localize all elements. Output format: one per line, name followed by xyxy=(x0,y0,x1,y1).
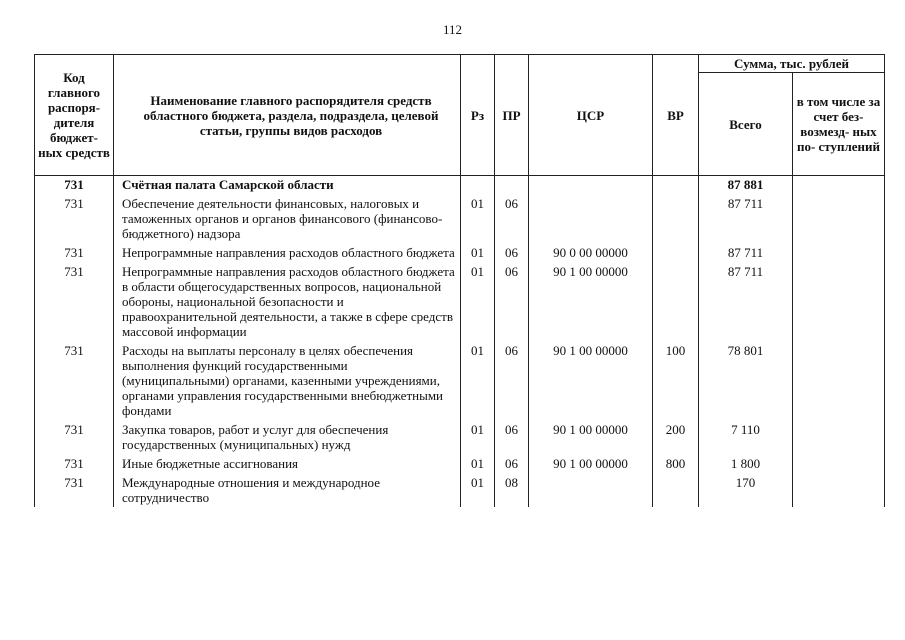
cell-csr xyxy=(529,176,653,197)
cell-csr xyxy=(529,475,653,507)
cell-pr: 06 xyxy=(495,245,529,264)
cell-vr: 200 xyxy=(653,422,699,456)
cell-code: 731 xyxy=(35,456,114,475)
cell-free xyxy=(793,264,885,343)
cell-free xyxy=(793,196,885,245)
header-total: Всего xyxy=(699,73,793,176)
cell-rz: 01 xyxy=(461,196,495,245)
cell-csr xyxy=(529,196,653,245)
header-sum-group: Сумма, тыс. рублей xyxy=(699,55,885,73)
cell-vr: 800 xyxy=(653,456,699,475)
table-row xyxy=(35,264,885,343)
cell-vr xyxy=(653,176,699,197)
table-header xyxy=(35,55,885,176)
table-row xyxy=(35,196,885,245)
cell-pr: 06 xyxy=(495,196,529,245)
cell-rz: 01 xyxy=(461,422,495,456)
cell-total: 87 711 xyxy=(699,196,793,245)
cell-rz: 01 xyxy=(461,264,495,343)
cell-total: 78 801 xyxy=(699,343,793,422)
header-name: Наименование главного распорядителя средств областного бюджета, раздела, подраздела, целевой статьи, группы видов расходов xyxy=(114,55,461,176)
cell-vr xyxy=(653,245,699,264)
cell-rz: 01 xyxy=(461,475,495,507)
cell-free xyxy=(793,176,885,197)
budget-table xyxy=(34,54,885,507)
cell-code: 731 xyxy=(35,176,114,197)
cell-free xyxy=(793,475,885,507)
cell-csr: 90 1 00 00000 xyxy=(529,343,653,422)
header-csr: ЦСР xyxy=(529,55,653,176)
cell-pr: 06 xyxy=(495,456,529,475)
cell-pr xyxy=(495,176,529,197)
page-number: 112 xyxy=(442,22,463,37)
table-row xyxy=(35,176,885,197)
cell-free xyxy=(793,422,885,456)
cell-name: Иные бюджетные ассигнования xyxy=(114,456,461,475)
cell-total: 87 711 xyxy=(699,264,793,343)
cell-code: 731 xyxy=(35,245,114,264)
cell-total: 7 110 xyxy=(699,422,793,456)
cell-csr: 90 0 00 00000 xyxy=(529,245,653,264)
header-pr: ПР xyxy=(495,55,529,176)
cell-vr: 100 xyxy=(653,343,699,422)
cell-total: 1 800 xyxy=(699,456,793,475)
cell-total: 170 xyxy=(699,475,793,507)
cell-vr xyxy=(653,475,699,507)
cell-code: 731 xyxy=(35,343,114,422)
cell-pr: 08 xyxy=(495,475,529,507)
cell-code: 731 xyxy=(35,196,114,245)
cell-code: 731 xyxy=(35,422,114,456)
cell-pr: 06 xyxy=(495,343,529,422)
cell-csr: 90 1 00 00000 xyxy=(529,422,653,456)
cell-name: Непрограммные направления расходов областного бюджета в области общегосударственных вопросов, национальной обороны, национальной безопасности и правоохранительной деятельности, а также в сфере средств массовой информации xyxy=(114,264,461,343)
header-free: в том числе за счет без- возмезд- ных по- ступлений xyxy=(793,73,885,176)
cell-free xyxy=(793,245,885,264)
cell-rz: 01 xyxy=(461,456,495,475)
cell-name: Обеспечение деятельности финансовых, налоговых и таможенных органов и органов финансового (финансово-бюджетного) надзора xyxy=(114,196,461,245)
table-row xyxy=(35,475,885,507)
cell-vr xyxy=(653,264,699,343)
cell-code: 731 xyxy=(35,264,114,343)
cell-free xyxy=(793,343,885,422)
table-row xyxy=(35,456,885,475)
cell-rz: 01 xyxy=(461,245,495,264)
cell-code: 731 xyxy=(35,475,114,507)
cell-name: Непрограммные направления расходов областного бюджета xyxy=(114,245,461,264)
table-row xyxy=(35,343,885,422)
cell-csr: 90 1 00 00000 xyxy=(529,264,653,343)
header-rz: Рз xyxy=(461,55,495,176)
cell-total: 87 711 xyxy=(699,245,793,264)
cell-pr: 06 xyxy=(495,264,529,343)
cell-rz xyxy=(461,176,495,197)
cell-pr: 06 xyxy=(495,422,529,456)
cell-total: 87 881 xyxy=(699,176,793,197)
cell-free xyxy=(793,456,885,475)
cell-name: Закупка товаров, работ и услуг для обеспечения государственных (муниципальных) нужд xyxy=(114,422,461,456)
header-code: Код главного распоря- дителя бюджет- ных средств xyxy=(35,55,114,176)
table-body xyxy=(35,176,885,508)
cell-vr xyxy=(653,196,699,245)
table-row xyxy=(35,245,885,264)
cell-name: Расходы на выплаты персоналу в целях обеспечения выполнения функций государственными (муниципальными) органами, казенными учреждениями, органами управления государственными внебюджетными фондами xyxy=(114,343,461,422)
cell-name: Счётная палата Самарской области xyxy=(114,176,461,197)
table-row xyxy=(35,422,885,456)
header-vr: ВР xyxy=(653,55,699,176)
cell-name: Международные отношения и международное сотрудничество xyxy=(114,475,461,507)
cell-csr: 90 1 00 00000 xyxy=(529,456,653,475)
cell-rz: 01 xyxy=(461,343,495,422)
